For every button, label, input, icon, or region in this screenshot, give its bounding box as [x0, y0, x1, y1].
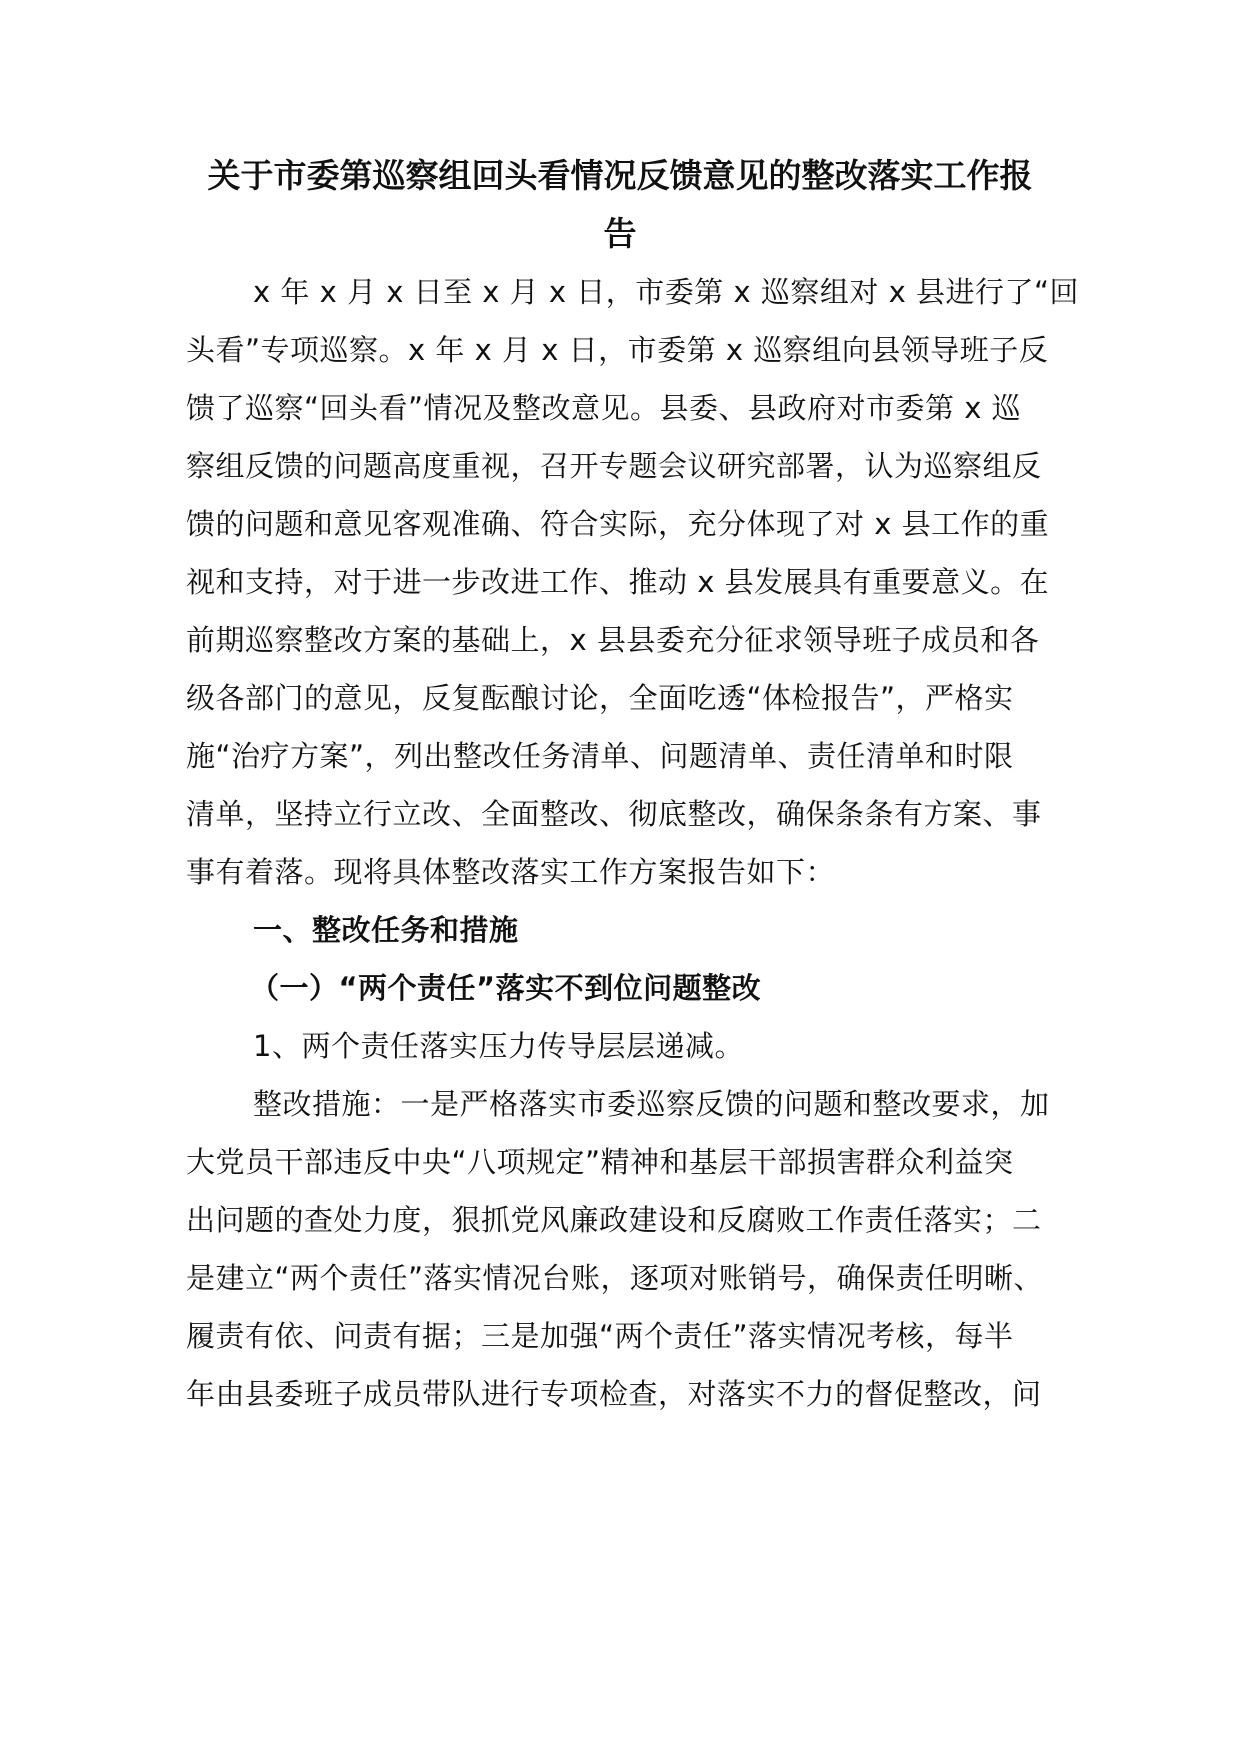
measures-paragraph-line-1: 整改措施：一是严格落实市委巡察反馈的问题和整改要求，加 [253, 1087, 1050, 1121]
document-title-line-2: 告 [603, 214, 637, 253]
measures-paragraph-line-6: 年由县委班子成员带队进行专项检查，对落实不力的督促整改，问 [186, 1377, 1042, 1411]
intro-paragraph-line-5: 馈的问题和意见客观准确、符合实际，充分体现了对 x 县工作的重 [186, 507, 1050, 541]
intro-paragraph-line-3: 馈了巡察“回头看”情况及整改意见。县委、县政府对市委第 x 巡 [186, 391, 1022, 425]
measures-paragraph-line-5: 履责有依、问责有据；三是加强“两个责任”落实情况考核，每半 [186, 1319, 1014, 1353]
intro-paragraph-line-11: 事有着落。现将具体整改落实工作方案报告如下： [186, 855, 836, 889]
intro-paragraph-line-9: 施“治疗方案”，列出整改任务清单、问题清单、责任清单和时限 [186, 739, 1014, 773]
intro-paragraph-line-2: 头看”专项巡察。x 年 x 月 x 日，市委第 x 巡察组向县领导班子反 [186, 333, 1049, 367]
intro-paragraph-line-7: 前期巡察整改方案的基础上，x 县县委充分征求领导班子成员和各 [186, 623, 1040, 657]
item-heading-1: 1、两个责任落实压力传导层层递减。 [253, 1029, 744, 1063]
measures-paragraph-line-2: 大党员干部违反中央“八项规定”精神和基层干部损害群众利益突 [186, 1145, 1014, 1179]
measures-paragraph-line-4: 是建立“两个责任”落实情况台账，逐项对账销号，确保责任明晰、 [186, 1261, 1044, 1295]
intro-paragraph-line-4: 察组反馈的问题高度重视，召开专题会议研究部署，认为巡察组反 [186, 449, 1042, 483]
intro-paragraph-line-6: 视和支持，对于进一步改进工作、推动 x 县发展具有重要意义。在 [186, 565, 1050, 599]
document-title-line-1: 关于市委第巡察组回头看情况反馈意见的整改落实工作报 [207, 156, 1033, 195]
intro-paragraph-line-1: x 年 x 月 x 日至 x 月 x 日，市委第 x 巡察组对 x 县进行了“回 [253, 275, 1079, 309]
intro-paragraph-line-10: 清单，坚持立行立改、全面整改、彻底整改，确保条条有方案、事 [186, 797, 1042, 831]
section-heading-1: 一、整改任务和措施 [253, 913, 519, 947]
measures-paragraph-line-3: 出问题的查处力度，狠抓党风廉政建设和反腐败工作责任落实；二 [186, 1203, 1042, 1237]
intro-paragraph-line-8: 级各部门的意见，反复酝酿讨论，全面吃透“体检报告”，严格实 [186, 681, 1014, 715]
subsection-heading-1: （一）“两个责任”落实不到位问题整改 [250, 971, 762, 1005]
